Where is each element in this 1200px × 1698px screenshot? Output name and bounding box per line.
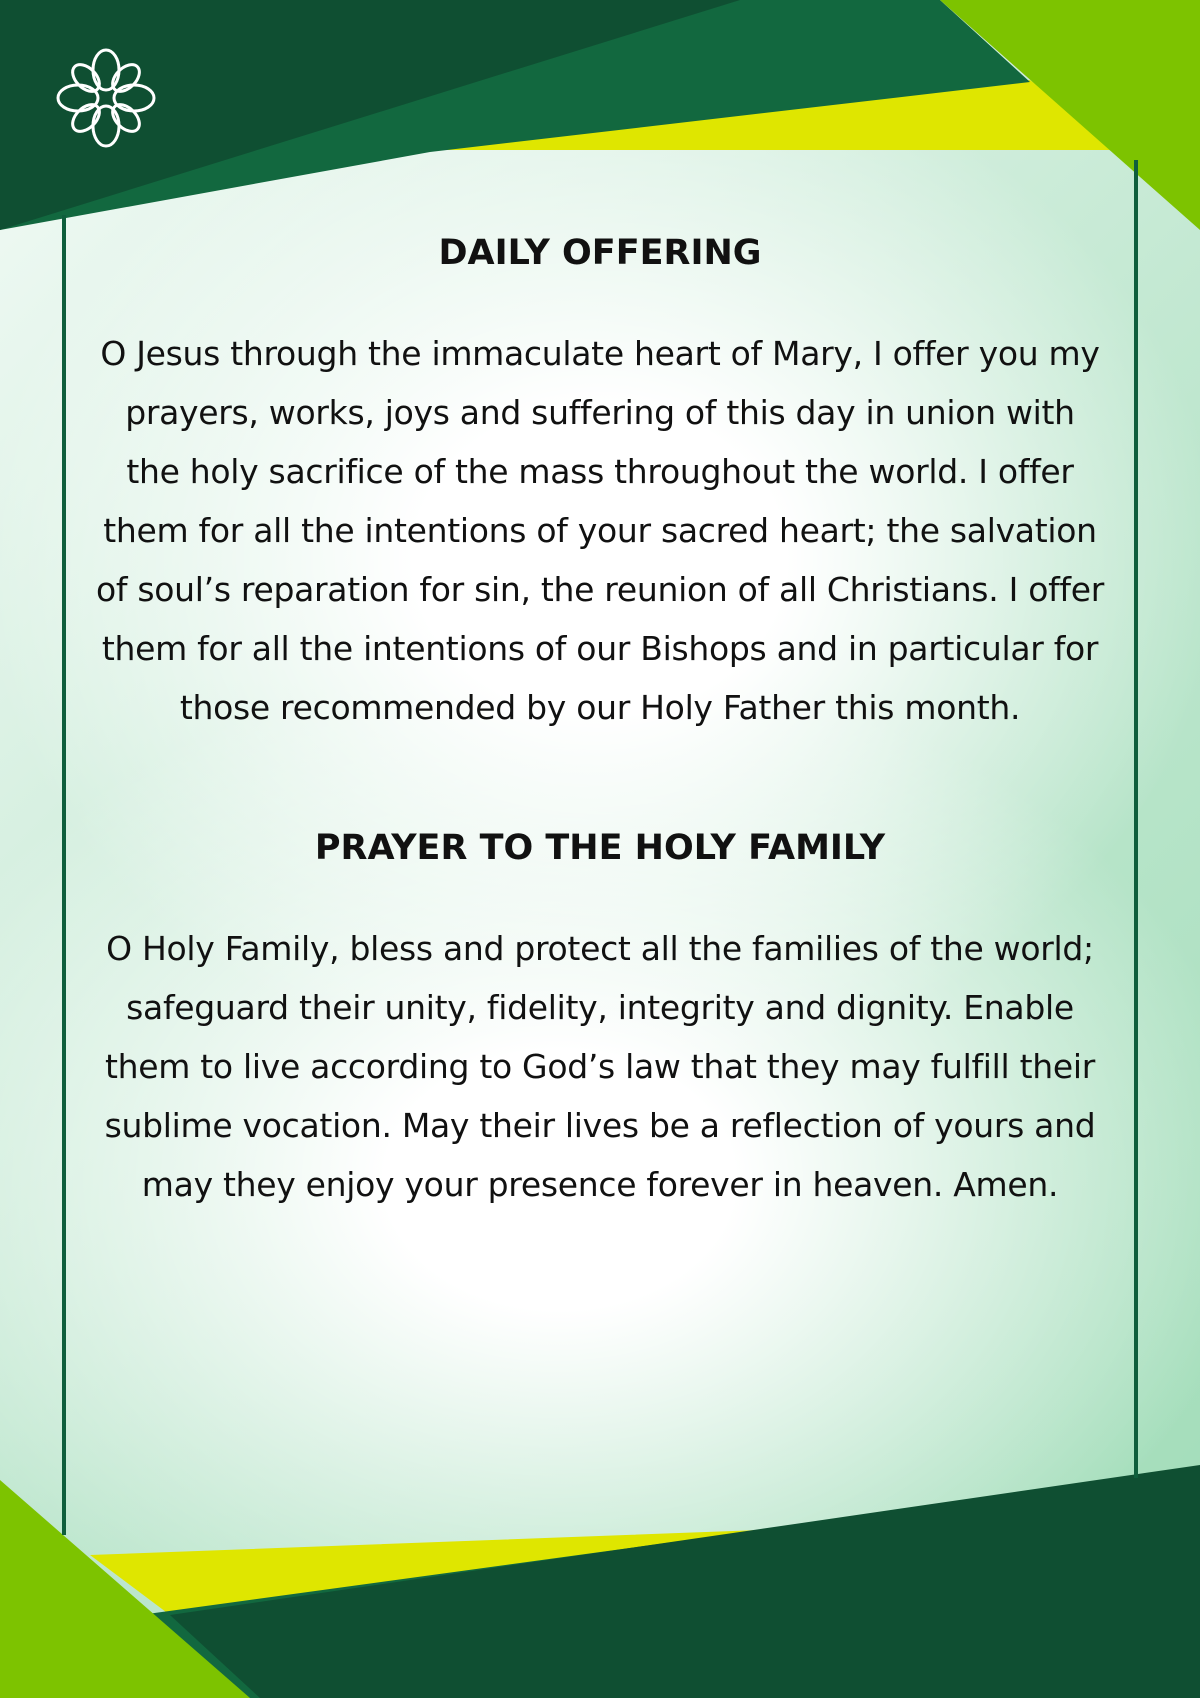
frame-left-line: [62, 215, 66, 1535]
document-content: [90, 222, 1110, 1214]
celtic-knot-flower-icon: [56, 48, 156, 148]
daily-offering-title: DAILY OFFERING: [438, 233, 762, 273]
frame-right-line: [1134, 160, 1138, 1478]
holy-family-prayer-title: PRAYER TO THE HOLY FAMILY: [314, 828, 886, 868]
daily-offering-text: O Jesus through the immaculate heart of Mary, I offer you my prayers, works, joys and suffering of this day in union with the holy sacrifice of the mass throughout the world. I offer them for all the intentions of your sacred heart; the salvation of soul’s reparation for sin, the reunion of all Christians. I offer them for all the intentions of our Bishops and in particular for those recommended by our Holy Father this month.: [95, 334, 1104, 727]
holy-family-prayer-text: O Holy Family, bless and protect all the families of the world; safeguard their unity, fidelity, integrity and dignity. Enable them to live according to God’s law that they may fulfill their sublime vocation. May their lives be a reflection of yours and may they enjoy your presence forever in heaven. Amen.: [104, 929, 1096, 1204]
